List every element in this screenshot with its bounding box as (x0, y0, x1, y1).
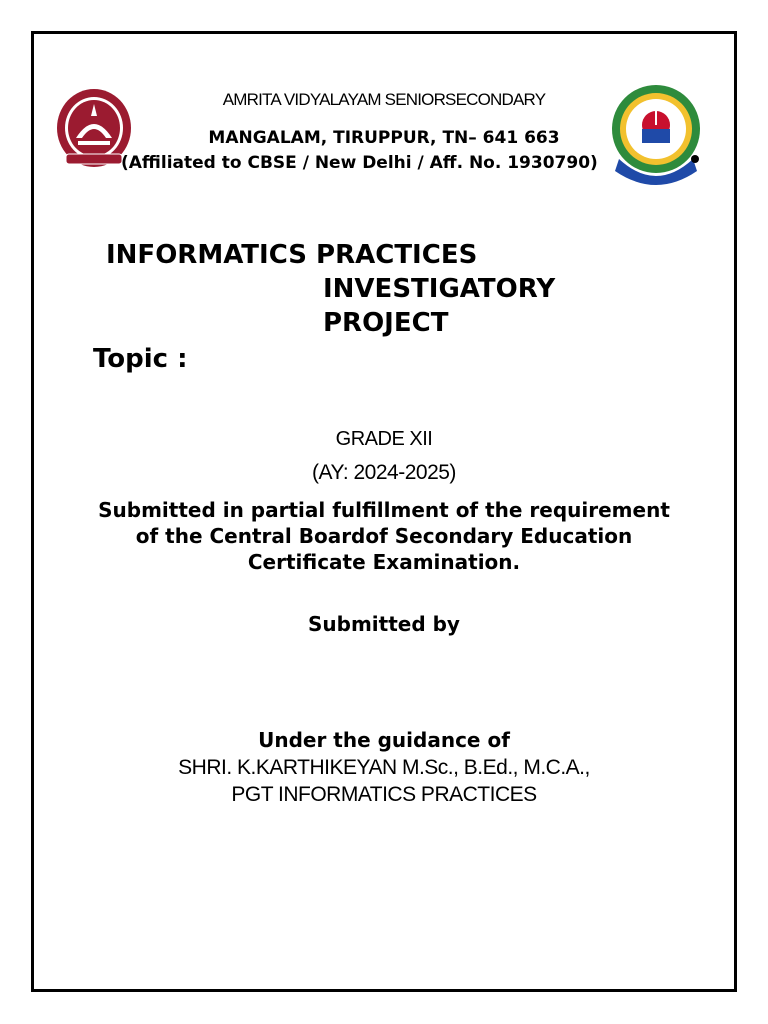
submission-line-1: Submitted in partial fulfillment of the requirement (98, 498, 670, 522)
school-name: AMRITA VIDYALAYAM SENIORSECONDARY (222, 90, 546, 109)
grade-label: GRADE XII (335, 428, 433, 450)
teacher-name: SHRI. K.KARTHIKEYAN M.Sc., B.Ed., M.C.A., (178, 756, 590, 779)
title-line-3: PROJECT (323, 308, 449, 338)
submitted-by-label: Submitted by (308, 612, 460, 636)
affiliation-text: (Affiliated to CBSE / New Delhi / Aff. No. 1930790) (121, 153, 598, 173)
submission-line-3: Certificate Examination. (247, 550, 521, 574)
title-line-2: INVESTIGATORY (323, 274, 556, 304)
title-line-1: INFORMATICS PRACTICES (106, 240, 478, 270)
guidance-label: Under the guidance of (258, 728, 510, 752)
academic-year: (AY: 2024-2025) (312, 461, 456, 484)
topic-label: Topic : (93, 344, 188, 374)
teacher-designation: PGT INFORMATICS PRACTICES (231, 783, 537, 806)
submission-line-2: of the Central Boardof Secondary Education (135, 524, 633, 548)
school-address: MANGALAM, TIRUPPUR, TN– 641 663 (208, 128, 560, 148)
